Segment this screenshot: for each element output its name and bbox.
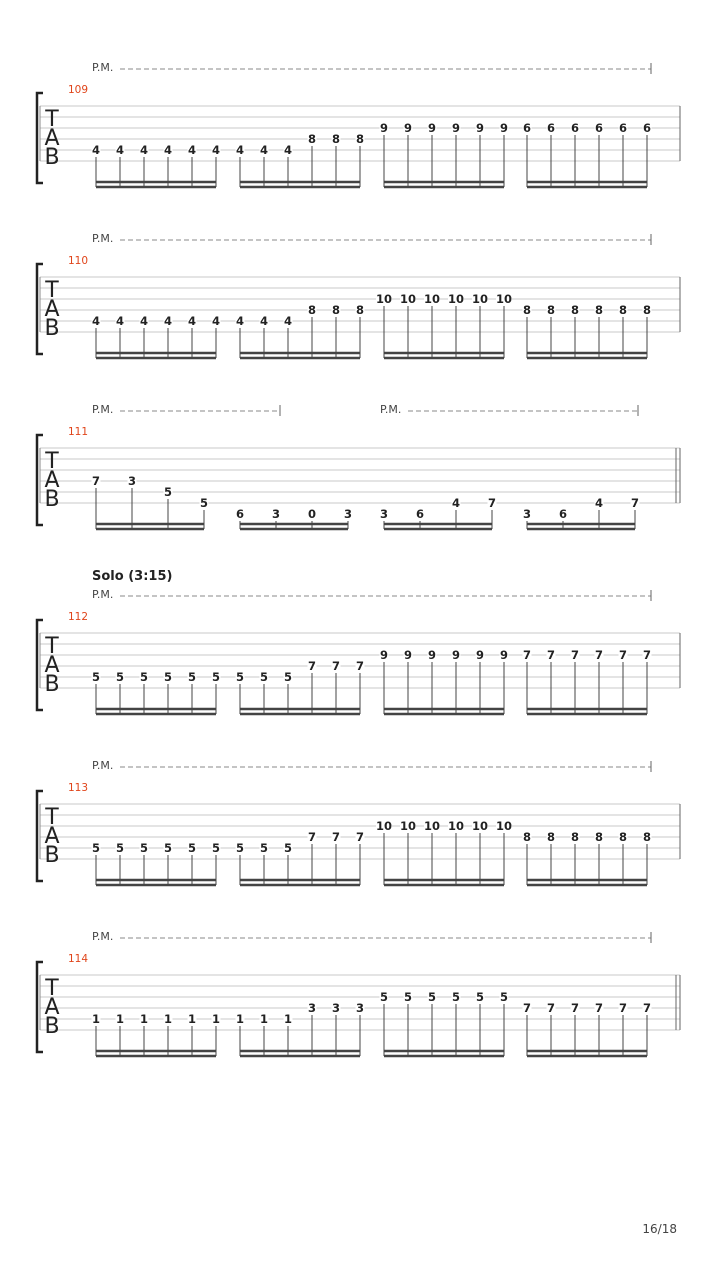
fret-number: 3 bbox=[379, 507, 389, 521]
fret-number: 1 bbox=[235, 1012, 245, 1026]
fret-number: 5 bbox=[163, 670, 173, 684]
fret-number: 7 bbox=[307, 659, 317, 673]
measure-number: 110 bbox=[68, 255, 89, 267]
fret-number: 8 bbox=[307, 303, 317, 317]
tab-clef-letter: A bbox=[44, 297, 60, 322]
fret-number: 1 bbox=[163, 1012, 173, 1026]
fret-number: 7 bbox=[594, 1001, 604, 1015]
fret-number: 4 bbox=[115, 143, 125, 157]
fret-number: 5 bbox=[499, 990, 509, 1004]
tab-system bbox=[37, 403, 680, 529]
tab-system bbox=[37, 930, 680, 1056]
fret-number: 8 bbox=[307, 132, 317, 146]
fret-number: 4 bbox=[259, 143, 269, 157]
fret-number: 5 bbox=[211, 841, 221, 855]
fret-number: 8 bbox=[570, 830, 580, 844]
tab-clef-letter: A bbox=[44, 126, 60, 151]
fret-number: 5 bbox=[283, 841, 293, 855]
fret-number: 4 bbox=[163, 314, 173, 328]
palm-mute-label: P.M. bbox=[92, 930, 114, 943]
fret-number: 5 bbox=[235, 841, 245, 855]
fret-number: 3 bbox=[271, 507, 281, 521]
fret-number: 8 bbox=[618, 303, 628, 317]
fret-number: 10 bbox=[471, 292, 489, 306]
fret-number: 8 bbox=[355, 303, 365, 317]
fret-number: 1 bbox=[91, 1012, 101, 1026]
fret-number: 9 bbox=[451, 121, 461, 135]
fret-number: 5 bbox=[235, 670, 245, 684]
tab-clef-letter: T bbox=[45, 278, 59, 303]
fret-number: 4 bbox=[187, 314, 197, 328]
fret-number: 7 bbox=[570, 648, 580, 662]
fret-number: 4 bbox=[91, 143, 101, 157]
fret-number: 10 bbox=[375, 292, 393, 306]
fret-number: 10 bbox=[423, 292, 441, 306]
tab-clef-letter: B bbox=[44, 316, 60, 341]
fret-number: 6 bbox=[558, 507, 568, 521]
fret-number: 3 bbox=[355, 1001, 365, 1015]
tab-clef-letter: B bbox=[44, 1014, 60, 1039]
fret-number: 6 bbox=[415, 507, 425, 521]
fret-number: 6 bbox=[594, 121, 604, 135]
fret-number: 9 bbox=[427, 648, 437, 662]
fret-number: 4 bbox=[211, 314, 221, 328]
fret-number: 6 bbox=[522, 121, 532, 135]
fret-number: 5 bbox=[115, 670, 125, 684]
tab-clef-letter: B bbox=[44, 487, 60, 512]
fret-number: 5 bbox=[139, 670, 149, 684]
fret-number: 4 bbox=[283, 314, 293, 328]
fret-number: 4 bbox=[211, 143, 221, 157]
fret-number: 7 bbox=[522, 1001, 532, 1015]
measure-number: 113 bbox=[68, 782, 89, 794]
fret-number: 5 bbox=[475, 990, 485, 1004]
fret-number: 5 bbox=[379, 990, 389, 1004]
fret-number: 10 bbox=[423, 819, 441, 833]
fret-number: 6 bbox=[642, 121, 652, 135]
fret-number: 8 bbox=[546, 830, 556, 844]
fret-number: 8 bbox=[618, 830, 628, 844]
fret-number: 8 bbox=[522, 303, 532, 317]
fret-number: 7 bbox=[522, 648, 532, 662]
fret-number: 1 bbox=[211, 1012, 221, 1026]
fret-number: 3 bbox=[522, 507, 532, 521]
fret-number: 9 bbox=[427, 121, 437, 135]
tab-clef-letter: A bbox=[44, 824, 60, 849]
fret-number: 10 bbox=[447, 819, 465, 833]
fret-number: 8 bbox=[331, 132, 341, 146]
tab-clef-letter: B bbox=[44, 672, 60, 697]
fret-number: 5 bbox=[427, 990, 437, 1004]
fret-number: 10 bbox=[399, 292, 417, 306]
fret-number: 4 bbox=[163, 143, 173, 157]
fret-number: 8 bbox=[594, 830, 604, 844]
fret-number: 5 bbox=[187, 841, 197, 855]
fret-number: 5 bbox=[91, 670, 101, 684]
fret-number: 7 bbox=[546, 648, 556, 662]
fret-number: 7 bbox=[618, 1001, 628, 1015]
fret-number: 4 bbox=[91, 314, 101, 328]
fret-number: 8 bbox=[355, 132, 365, 146]
palm-mute-label: P.M. bbox=[92, 759, 114, 772]
fret-number: 10 bbox=[495, 292, 513, 306]
fret-number: 8 bbox=[570, 303, 580, 317]
fret-number: 7 bbox=[594, 648, 604, 662]
fret-number: 9 bbox=[379, 121, 389, 135]
section-title: Solo (3:15) bbox=[92, 569, 173, 584]
fret-number: 8 bbox=[546, 303, 556, 317]
fret-number: 6 bbox=[570, 121, 580, 135]
fret-number: 7 bbox=[570, 1001, 580, 1015]
fret-number: 5 bbox=[91, 841, 101, 855]
palm-mute-label: P.M. bbox=[380, 403, 402, 416]
fret-number: 4 bbox=[451, 496, 461, 510]
fret-number: 6 bbox=[546, 121, 556, 135]
fret-number: 8 bbox=[642, 830, 652, 844]
fret-number: 3 bbox=[331, 1001, 341, 1015]
tab-clef-letter: T bbox=[45, 449, 59, 474]
fret-number: 5 bbox=[259, 670, 269, 684]
fret-number: 4 bbox=[283, 143, 293, 157]
fret-number: 5 bbox=[163, 841, 173, 855]
fret-number: 6 bbox=[618, 121, 628, 135]
tab-clef-letter: T bbox=[45, 805, 59, 830]
fret-number: 9 bbox=[403, 121, 413, 135]
fret-number: 4 bbox=[139, 314, 149, 328]
page-number: 16/18 bbox=[642, 1222, 677, 1236]
fret-number: 5 bbox=[187, 670, 197, 684]
palm-mute-label: P.M. bbox=[92, 232, 114, 245]
palm-mute-label: P.M. bbox=[92, 588, 114, 601]
fret-number: 7 bbox=[642, 1001, 652, 1015]
fret-number: 7 bbox=[91, 474, 101, 488]
fret-number: 9 bbox=[499, 648, 509, 662]
fret-number: 7 bbox=[487, 496, 497, 510]
measure-number: 111 bbox=[68, 426, 89, 438]
fret-number: 4 bbox=[115, 314, 125, 328]
fret-number: 5 bbox=[283, 670, 293, 684]
measure-number: 114 bbox=[68, 953, 89, 965]
fret-number: 6 bbox=[235, 507, 245, 521]
measure-number: 112 bbox=[68, 611, 89, 623]
measure-number: 109 bbox=[68, 84, 89, 96]
fret-number: 4 bbox=[259, 314, 269, 328]
tab-clef-letter: T bbox=[45, 634, 59, 659]
fret-number: 10 bbox=[447, 292, 465, 306]
fret-number: 7 bbox=[331, 659, 341, 673]
fret-number: 8 bbox=[594, 303, 604, 317]
fret-number: 9 bbox=[451, 648, 461, 662]
fret-number: 10 bbox=[495, 819, 513, 833]
tab-clef-letter: B bbox=[44, 145, 60, 170]
fret-number: 5 bbox=[403, 990, 413, 1004]
fret-number: 7 bbox=[618, 648, 628, 662]
tab-clef-letter: T bbox=[45, 107, 59, 132]
tab-system bbox=[37, 61, 680, 187]
fret-number: 8 bbox=[331, 303, 341, 317]
fret-number: 5 bbox=[211, 670, 221, 684]
fret-number: 1 bbox=[139, 1012, 149, 1026]
fret-number: 9 bbox=[499, 121, 509, 135]
fret-number: 1 bbox=[283, 1012, 293, 1026]
fret-number: 7 bbox=[307, 830, 317, 844]
fret-number: 7 bbox=[630, 496, 640, 510]
tab-clef-letter: B bbox=[44, 843, 60, 868]
palm-mute-label: P.M. bbox=[92, 403, 114, 416]
fret-number: 9 bbox=[475, 121, 485, 135]
fret-number: 9 bbox=[379, 648, 389, 662]
fret-number: 7 bbox=[546, 1001, 556, 1015]
tab-clef-letter: A bbox=[44, 653, 60, 678]
fret-number: 0 bbox=[307, 507, 317, 521]
tab-system bbox=[37, 569, 680, 714]
fret-number: 3 bbox=[307, 1001, 317, 1015]
fret-number: 8 bbox=[642, 303, 652, 317]
tab-clef-letter: T bbox=[45, 976, 59, 1001]
fret-number: 4 bbox=[235, 314, 245, 328]
fret-number: 4 bbox=[139, 143, 149, 157]
fret-number: 10 bbox=[471, 819, 489, 833]
fret-number: 7 bbox=[355, 659, 365, 673]
tab-clef-letter: A bbox=[44, 995, 60, 1020]
fret-number: 3 bbox=[343, 507, 353, 521]
fret-number: 9 bbox=[403, 648, 413, 662]
fret-number: 7 bbox=[331, 830, 341, 844]
fret-number: 5 bbox=[451, 990, 461, 1004]
fret-number: 10 bbox=[375, 819, 393, 833]
fret-number: 5 bbox=[139, 841, 149, 855]
fret-number: 8 bbox=[522, 830, 532, 844]
fret-number: 4 bbox=[594, 496, 604, 510]
fret-number: 5 bbox=[163, 485, 173, 499]
tab-clef-letter: A bbox=[44, 468, 60, 493]
palm-mute-label: P.M. bbox=[92, 61, 114, 74]
fret-number: 5 bbox=[115, 841, 125, 855]
fret-number: 7 bbox=[355, 830, 365, 844]
tab-system bbox=[37, 232, 680, 358]
fret-number: 4 bbox=[235, 143, 245, 157]
fret-number: 10 bbox=[399, 819, 417, 833]
tab-system bbox=[37, 759, 680, 885]
fret-number: 3 bbox=[127, 474, 137, 488]
fret-number: 1 bbox=[187, 1012, 197, 1026]
fret-number: 9 bbox=[475, 648, 485, 662]
fret-number: 1 bbox=[259, 1012, 269, 1026]
fret-number: 1 bbox=[115, 1012, 125, 1026]
fret-number: 7 bbox=[642, 648, 652, 662]
fret-number: 5 bbox=[199, 496, 209, 510]
fret-number: 5 bbox=[259, 841, 269, 855]
fret-number: 4 bbox=[187, 143, 197, 157]
